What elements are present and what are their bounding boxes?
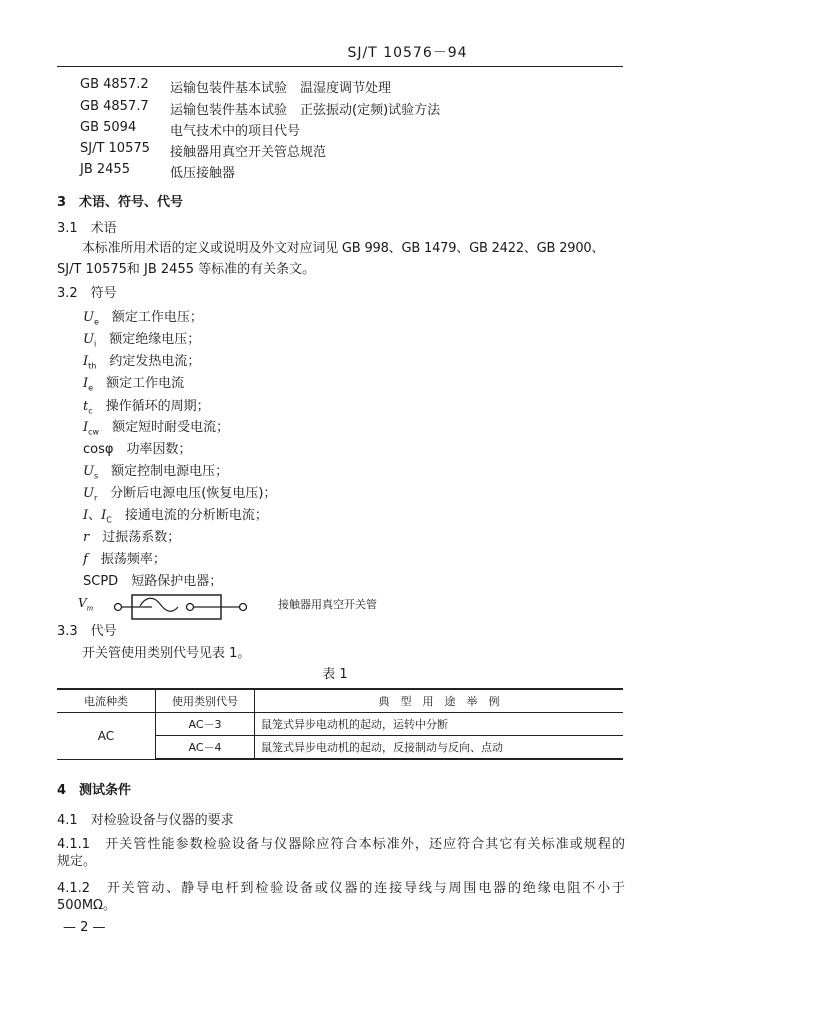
section-3-2-heading: 3.2 符号 xyxy=(57,286,117,301)
symbol-item: f 振荡频率； xyxy=(83,552,166,567)
reference-title: 运输包装件基本试验 正弦振动(定频)试验方法 xyxy=(170,103,441,118)
symbol-item: $U_i$ 额定绝缘电压； xyxy=(83,332,201,349)
table-header-cell: 典 型 用 途 举 例 xyxy=(255,689,624,713)
symbol-item: SCPD 短路保护电器； xyxy=(83,574,223,589)
symbol-item: $U_e$ 额定工作电压； xyxy=(83,310,203,327)
header-rule xyxy=(57,66,623,67)
section-4-1-1-text: 4.1.1 开关管性能参数检验设备与仪器除应符合本标准外，还应符合其它有关标准或规程的 xyxy=(57,837,625,852)
table-header-row xyxy=(57,689,623,713)
section-4-heading: 4 测试条件 xyxy=(57,783,132,798)
reference-title: 运输包装件基本试验 温湿度调节处理 xyxy=(170,81,392,96)
reference-title: 低压接触器 xyxy=(170,166,236,181)
table-caption: 表 1 xyxy=(322,667,348,682)
symbol-item: $I_{cw}$ 额定短时耐受电流； xyxy=(83,420,230,437)
reference-title: 接触器用真空开关管总规范 xyxy=(170,145,327,160)
symbol-item: $I_e$ 额定工作电流 xyxy=(83,376,185,393)
symbol-item: $U_r$ 分断后电源电压(恢复电压)； xyxy=(83,486,277,503)
section-4-1-2-text: 4.1.2 开关管动、静导电杆到检验设备或仪器的连接导线与周围电器的绝缘电阻不小于 xyxy=(57,881,625,896)
symbol-item: cosφ 功率因数； xyxy=(83,442,192,457)
section-3-1-text: 本标准所用术语的定义或说明及外文对应词见 GB 998、GB 1479、GB 2422、GB 2900、 xyxy=(82,241,605,256)
table-cell-code: AC－4 xyxy=(156,736,255,760)
symbol-diagram-label: $V_m$ xyxy=(78,596,94,613)
reference-code: JB 2455 xyxy=(80,162,130,177)
reference-code: SJ/T 10575 xyxy=(80,141,150,156)
section-3-3-text: 开关管使用类别代号见表 1。 xyxy=(82,646,251,661)
table-cell-current-type: AC xyxy=(57,713,156,760)
section-3-3-heading: 3.3 代号 xyxy=(57,624,117,639)
table-1 xyxy=(57,688,623,760)
symbol-item: I、$I_C$ 接通电流的分析断电流； xyxy=(83,508,268,525)
table-cell-code: AC－3 xyxy=(156,713,255,736)
reference-code: GB 4857.7 xyxy=(80,99,149,114)
reference-code: GB 5094 xyxy=(80,120,137,135)
symbol-diagram-caption: 接触器用真空开关管 xyxy=(278,598,377,611)
table-cell-use: 鼠笼式异步电动机的起动，反接制动与反向、点动 xyxy=(255,736,624,760)
page-header: SJ/T 10576－94 xyxy=(347,45,468,61)
reference-title: 电气技术中的项目代号 xyxy=(170,124,301,139)
symbol-item: $I_{th}$ 约定发热电流； xyxy=(83,354,201,371)
section-3-1-text-cont: SJ/T 10575和 JB 2455 等标准的有关条文。 xyxy=(57,262,316,277)
symbol-item: $t_c$ 操作循环的周期； xyxy=(83,399,210,416)
table-header-cell: 电流种类 xyxy=(57,689,156,713)
section-3-1-heading: 3.1 术语 xyxy=(57,221,117,236)
section-4-1-heading: 4.1 对检验设备与仪器的要求 xyxy=(57,813,234,828)
table-cell-use: 鼠笼式异步电动机的起动，运转中分断 xyxy=(255,713,624,736)
table-header-cell: 使用类别代号 xyxy=(156,689,255,713)
symbol-item: $U_s$ 额定控制电源电压； xyxy=(83,464,229,481)
section-4-1-2-text-cont: 500MΩ。 xyxy=(57,898,116,913)
symbol-item: r 过振荡系数； xyxy=(83,530,181,545)
reference-code: GB 4857.2 xyxy=(80,77,149,92)
page-number: — 2 — xyxy=(63,920,106,935)
section-3-heading: 3 术语、符号、代号 xyxy=(57,195,184,210)
vacuum-interrupter-symbol-icon xyxy=(100,592,260,622)
table-row xyxy=(57,713,623,736)
section-4-1-1-text-cont: 规定。 xyxy=(57,854,97,869)
